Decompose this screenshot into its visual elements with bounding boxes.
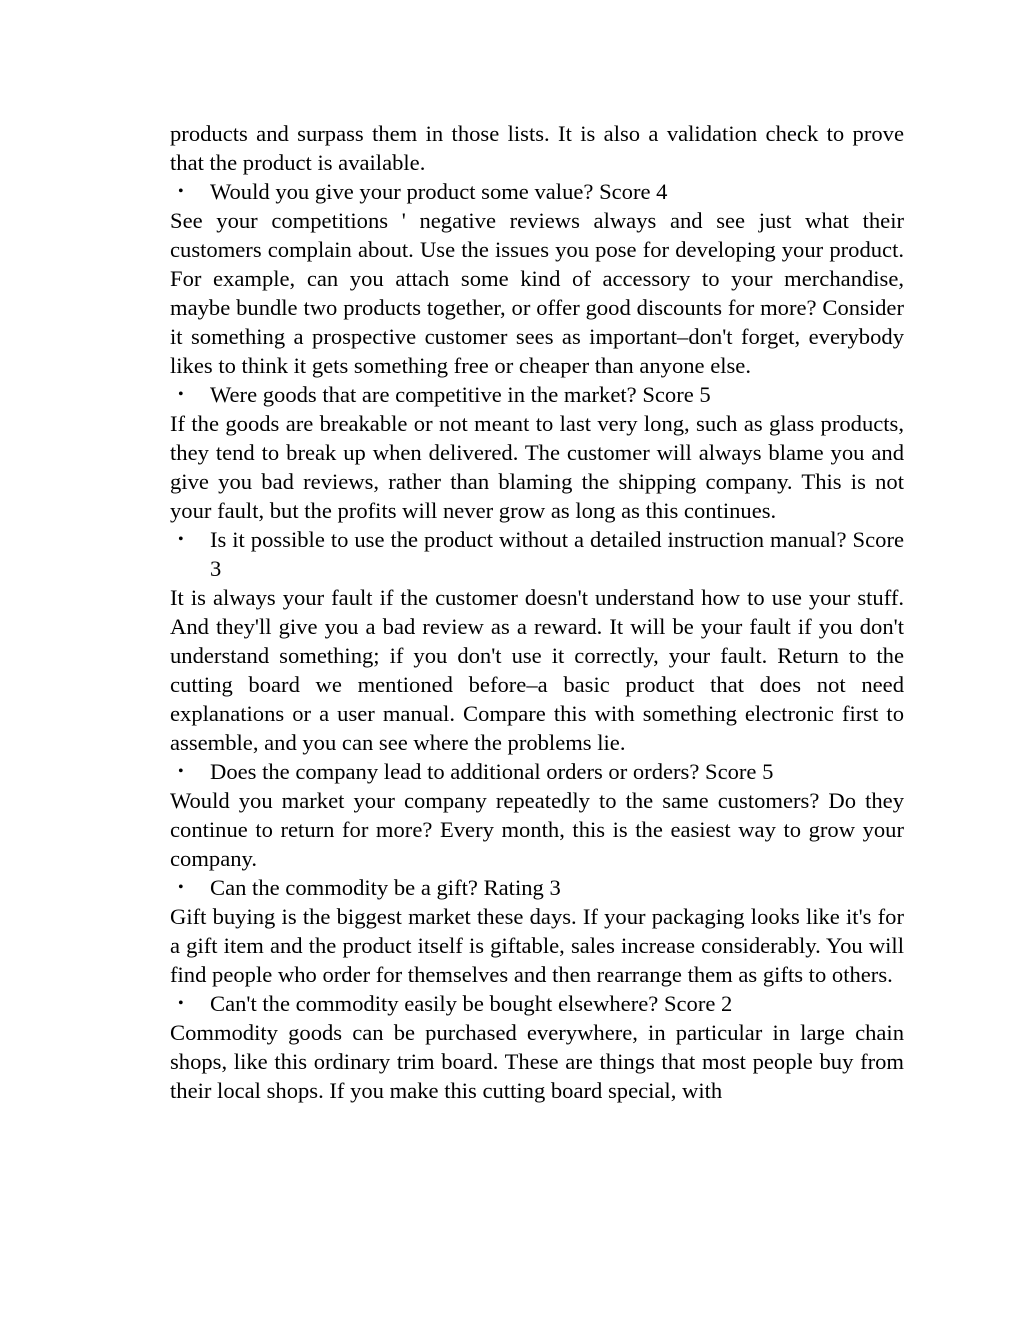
- paragraph: It is always your fault if the customer doesn't understand how to use your stuff. And they'll give you a bad review as a reward. It will be your fault if you don't understand something; if you don't use it correctly, your fault. Return to the cutting board we mentioned before–a basic product that does not need explanations or a user manual. Compare this with something electronic first to assemble, and you can see where the problems lie.: [170, 585, 904, 755]
- bullet-icon: •: [178, 531, 184, 548]
- bullet-list: [170, 757, 904, 786]
- paragraph: Gift buying is the biggest market these days. If your packaging looks like it's for a gift item and the product itself is giftable, sales increase considerably. You will find people who order for themselves and then rearrange them as gifts to others.: [170, 904, 904, 987]
- document-page: [170, 119, 904, 1105]
- bullet-item: [170, 380, 904, 409]
- bullet-text: Does the company lead to additional orders or orders? Score 5: [210, 759, 774, 784]
- bullet-text: Were goods that are competitive in the market? Score 5: [210, 382, 711, 407]
- bullet-text: Is it possible to use the product without a detailed instruction manual? Score 3: [210, 527, 904, 581]
- bullet-list: [170, 989, 904, 1018]
- bullet-text: Would you give your product some value? Score 4: [210, 179, 668, 204]
- bullet-icon: •: [178, 879, 184, 896]
- bullet-text: Can the commodity be a gift? Rating 3: [210, 875, 561, 900]
- bullet-icon: •: [178, 386, 184, 403]
- bullet-icon: •: [178, 995, 184, 1012]
- bullet-list: [170, 873, 904, 902]
- bullet-item: [170, 757, 904, 786]
- bullet-icon: •: [178, 763, 184, 780]
- bullet-item: [170, 989, 904, 1018]
- paragraph: See your competitions ' negative reviews always and see just what their customers complain about. Use the issues you pose for developing your product. For example, can you attach some kind of accessory to your merchandise, maybe bundle two products together, or offer good discounts for more? Consider it something a prospective customer sees as important–don't forget, everybody likes to think it gets something free or cheaper than anyone else.: [170, 208, 904, 378]
- paragraph: Would you market your company repeatedly to the same customers? Do they continue to return for more? Every month, this is the easiest way to grow your company.: [170, 788, 904, 871]
- bullet-icon: •: [178, 183, 184, 200]
- paragraph: Commodity goods can be purchased everywhere, in particular in large chain shops, like this ordinary trim board. These are things that most people buy from their local shops. If you make this cutting board special, with: [170, 1020, 904, 1103]
- bullet-list: [170, 380, 904, 409]
- bullet-item: [170, 873, 904, 902]
- paragraph: products and surpass them in those lists. It is also a validation check to prove that the product is available.: [170, 121, 904, 175]
- bullet-list: [170, 525, 904, 583]
- bullet-item: [170, 525, 904, 583]
- bullet-text: Can't the commodity easily be bought elsewhere? Score 2: [210, 991, 733, 1016]
- paragraph: If the goods are breakable or not meant to last very long, such as glass products, they tend to break up when delivered. The customer will always blame you and give you bad reviews, rather than blaming the shipping company. This is not your fault, but the profits will never grow as long as this continues.: [170, 411, 904, 523]
- bullet-item: [170, 177, 904, 206]
- bullet-list: [170, 177, 904, 206]
